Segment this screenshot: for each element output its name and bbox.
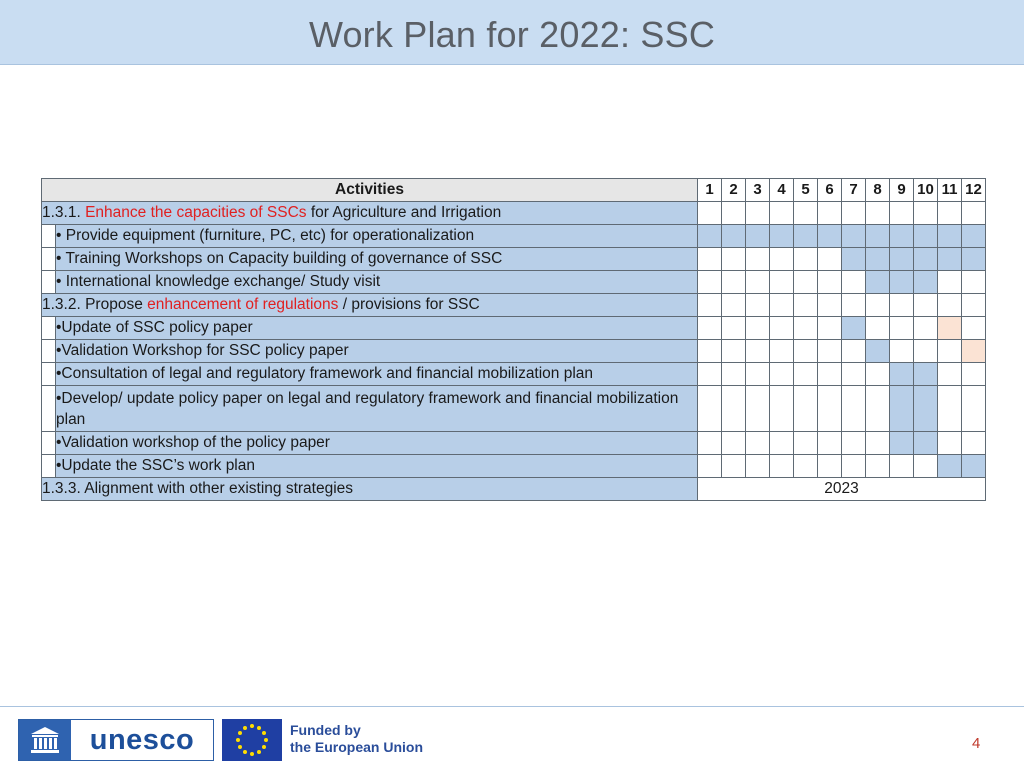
month-cell [890, 202, 914, 225]
footer-divider [0, 706, 1024, 707]
month-cell [818, 294, 842, 317]
month-cell [938, 363, 962, 386]
month-cell [866, 225, 890, 248]
month-cell [698, 248, 722, 271]
month-cell [722, 340, 746, 363]
month-cell [818, 386, 842, 432]
activity-label: •Validation workshop of the policy paper [56, 432, 698, 455]
month-cell [722, 202, 746, 225]
month-header: 6 [818, 179, 842, 202]
page-number: 4 [972, 735, 981, 752]
month-cell [866, 294, 890, 317]
section-2-title: 1.3.2. Propose enhancement of regulations / provisions for SSC [42, 294, 698, 317]
month-cell [842, 225, 866, 248]
month-cell [842, 248, 866, 271]
month-header: 11 [938, 179, 962, 202]
indent-cell [42, 340, 56, 363]
activity-label: •Consultation of legal and regulatory framework and financial mobilization plan [56, 363, 698, 386]
month-cell [914, 386, 938, 432]
month-cell [818, 455, 842, 478]
month-cell [842, 363, 866, 386]
month-cell [890, 432, 914, 455]
month-cell [698, 386, 722, 432]
month-cell [938, 317, 962, 340]
month-cell [890, 386, 914, 432]
month-cell [890, 317, 914, 340]
month-cell [770, 317, 794, 340]
month-cell [890, 271, 914, 294]
month-cell [962, 225, 986, 248]
month-cell [866, 432, 890, 455]
month-cell [746, 225, 770, 248]
month-cell [794, 202, 818, 225]
table-row [42, 294, 986, 317]
month-cell [842, 432, 866, 455]
month-cell [914, 455, 938, 478]
indent-cell [42, 455, 56, 478]
activity-label: • Training Workshops on Capacity building of governance of SSC [56, 248, 698, 271]
month-cell [818, 363, 842, 386]
month-cell [746, 386, 770, 432]
indent-cell [42, 363, 56, 386]
indent-cell [42, 432, 56, 455]
month-cell [962, 202, 986, 225]
month-cell [818, 202, 842, 225]
month-cell [914, 225, 938, 248]
month-cell [770, 386, 794, 432]
month-cell [746, 202, 770, 225]
month-cell [890, 225, 914, 248]
month-cell [770, 248, 794, 271]
month-cell [842, 340, 866, 363]
month-cell [890, 455, 914, 478]
month-cell [962, 363, 986, 386]
month-cell [698, 340, 722, 363]
month-cell [818, 248, 842, 271]
month-cell [818, 317, 842, 340]
month-cell [818, 271, 842, 294]
month-cell [962, 432, 986, 455]
table-row [42, 386, 986, 432]
month-cell [890, 248, 914, 271]
activity-label: •Develop/ update policy paper on legal and regulatory framework and financial mobilization plan [56, 386, 698, 432]
month-cell [866, 386, 890, 432]
month-cell [770, 432, 794, 455]
month-cell [842, 202, 866, 225]
month-cell [818, 225, 842, 248]
month-cell [842, 317, 866, 340]
month-cell [746, 455, 770, 478]
indent-cell [42, 271, 56, 294]
month-cell [914, 271, 938, 294]
section-1-title: 1.3.1. Enhance the capacities of SSCs for Agriculture and Irrigation [42, 202, 698, 225]
indent-cell [42, 386, 56, 432]
table-row [42, 340, 986, 363]
month-cell [722, 248, 746, 271]
month-cell [746, 317, 770, 340]
table-row [42, 202, 986, 225]
activities-header: Activities [42, 179, 698, 202]
month-cell [890, 340, 914, 363]
month-cell [890, 294, 914, 317]
table-row [42, 225, 986, 248]
month-cell [842, 294, 866, 317]
eu-flag-icon [222, 719, 282, 761]
month-cell [698, 455, 722, 478]
month-cell [770, 455, 794, 478]
indent-cell [42, 317, 56, 340]
month-cell [842, 271, 866, 294]
month-header: 2 [722, 179, 746, 202]
month-cell [866, 455, 890, 478]
month-header: 8 [866, 179, 890, 202]
month-cell [938, 455, 962, 478]
month-cell [938, 202, 962, 225]
month-cell [866, 317, 890, 340]
activity-label: • International knowledge exchange/ Study visit [56, 271, 698, 294]
month-cell [866, 202, 890, 225]
table-row [42, 317, 986, 340]
month-cell [914, 202, 938, 225]
month-header: 3 [746, 179, 770, 202]
activity-label: • Provide equipment (furniture, PC, etc) for operationalization [56, 225, 698, 248]
month-cell [938, 294, 962, 317]
month-cell [938, 248, 962, 271]
month-cell [698, 202, 722, 225]
year-cell: 2023 [698, 478, 986, 501]
indent-cell [42, 225, 56, 248]
month-header: 7 [842, 179, 866, 202]
month-cell [722, 363, 746, 386]
month-cell [962, 294, 986, 317]
month-cell [938, 386, 962, 432]
month-cell [746, 363, 770, 386]
month-cell [746, 271, 770, 294]
month-header: 4 [770, 179, 794, 202]
month-cell [794, 294, 818, 317]
month-cell [770, 363, 794, 386]
month-cell [794, 363, 818, 386]
month-cell [722, 432, 746, 455]
month-cell [914, 248, 938, 271]
month-cell [962, 455, 986, 478]
month-cell [962, 271, 986, 294]
month-header: 5 [794, 179, 818, 202]
month-cell [818, 432, 842, 455]
month-header: 9 [890, 179, 914, 202]
month-cell [770, 271, 794, 294]
table-row [42, 363, 986, 386]
month-header: 10 [914, 179, 938, 202]
month-cell [746, 432, 770, 455]
month-cell [914, 294, 938, 317]
activity-label: •Update of SSC policy paper [56, 317, 698, 340]
month-cell [794, 432, 818, 455]
table-row [42, 432, 986, 455]
month-cell [914, 363, 938, 386]
month-cell [962, 386, 986, 432]
month-cell [770, 225, 794, 248]
month-cell [794, 248, 818, 271]
eu-text-line1: Funded by [290, 722, 361, 738]
month-cell [794, 271, 818, 294]
month-cell [722, 386, 746, 432]
month-cell [938, 225, 962, 248]
month-cell [722, 294, 746, 317]
table-row [42, 271, 986, 294]
month-cell [914, 432, 938, 455]
activity-label: •Validation Workshop for SSC policy paper [56, 340, 698, 363]
month-header: 1 [698, 179, 722, 202]
month-cell [770, 294, 794, 317]
month-cell [698, 432, 722, 455]
month-cell [698, 271, 722, 294]
month-cell [746, 294, 770, 317]
month-cell [746, 340, 770, 363]
month-cell [794, 340, 818, 363]
section-3-title: 1.3.3. Alignment with other existing strategies [42, 478, 698, 501]
month-cell [698, 317, 722, 340]
month-cell [698, 225, 722, 248]
slide-header [0, 0, 1024, 65]
month-cell [866, 248, 890, 271]
month-cell [938, 271, 962, 294]
month-cell [722, 271, 746, 294]
month-cell [770, 340, 794, 363]
month-cell [698, 294, 722, 317]
month-cell [794, 455, 818, 478]
unesco-wordmark: unesco [71, 724, 213, 757]
work-plan-table [41, 178, 986, 501]
month-cell [962, 317, 986, 340]
month-cell [938, 432, 962, 455]
table-row [42, 455, 986, 478]
month-cell [866, 271, 890, 294]
month-cell [722, 317, 746, 340]
month-cell [866, 363, 890, 386]
page-title: Work Plan for 2022: SSC [308, 14, 716, 55]
month-cell [842, 386, 866, 432]
month-cell [794, 317, 818, 340]
month-cell [722, 455, 746, 478]
month-cell [818, 340, 842, 363]
table-row [42, 248, 986, 271]
month-cell [866, 340, 890, 363]
eu-funding-text [290, 722, 423, 756]
indent-cell [42, 248, 56, 271]
month-cell [938, 340, 962, 363]
month-cell [914, 340, 938, 363]
eu-text-line2: the European Union [290, 739, 423, 755]
month-cell [722, 225, 746, 248]
month-cell [962, 340, 986, 363]
temple-icon [19, 720, 71, 760]
table-header-row [42, 179, 986, 202]
month-cell [794, 225, 818, 248]
unesco-logo [18, 719, 214, 761]
activity-label: •Update the SSC’s work plan [56, 455, 698, 478]
month-cell [698, 363, 722, 386]
month-cell [746, 248, 770, 271]
month-header: 12 [962, 179, 986, 202]
month-cell [962, 248, 986, 271]
month-cell [770, 202, 794, 225]
month-cell [890, 363, 914, 386]
month-cell [794, 386, 818, 432]
month-cell [842, 455, 866, 478]
month-cell [914, 317, 938, 340]
table-row [42, 478, 986, 501]
